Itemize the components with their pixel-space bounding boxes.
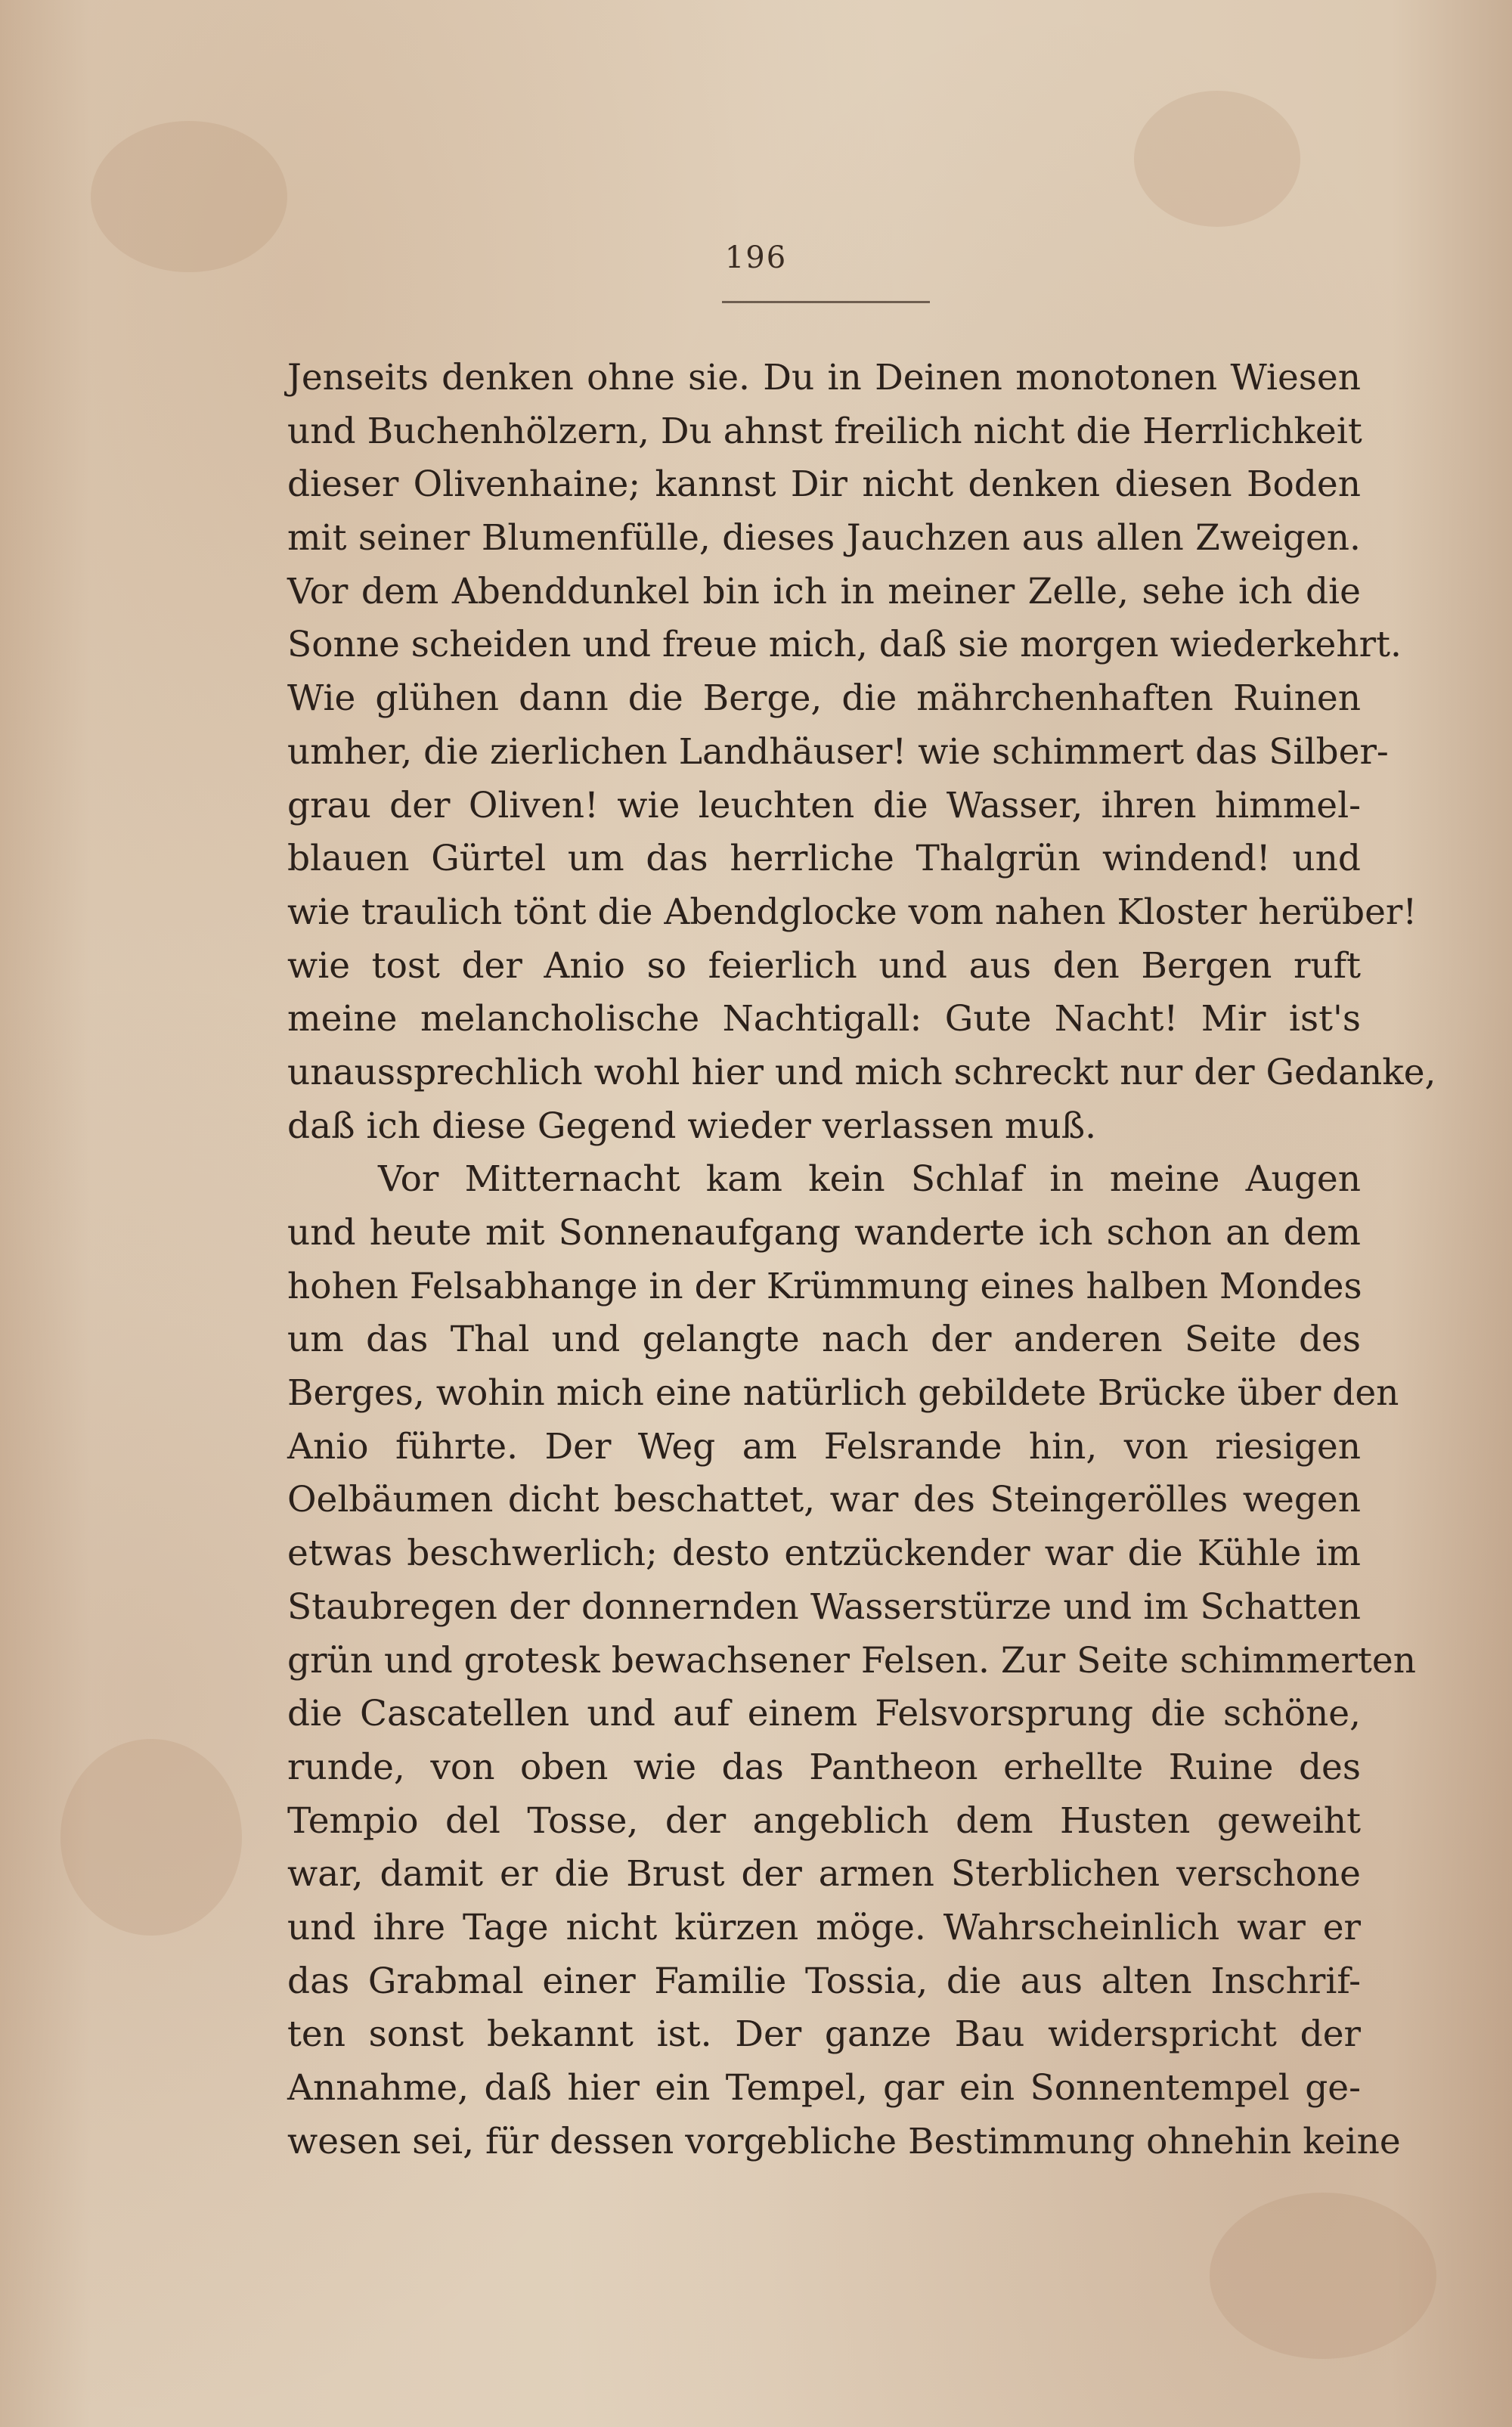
- text-line: blauen Gürtel um das herrliche Thalgrün windend! und: [287, 838, 1361, 880]
- page-number: 196: [724, 240, 788, 275]
- paper-stain: [60, 1739, 242, 1936]
- text-line: Vor Mitternacht kam kein Schlaf in meine Augen: [378, 1158, 1361, 1201]
- text-line: und Buchenhölzern, Du ahnst freilich nicht die Herrlichkeit: [287, 410, 1362, 452]
- text-line: Berges, wohin mich eine natürlich gebildete Brücke über den: [287, 1372, 1399, 1415]
- text-line: wesen sei, für dessen vorgebliche Bestimmung ohnehin keine: [287, 2120, 1401, 2162]
- text-line: war, damit er die Brust der armen Sterblichen verschone: [287, 1853, 1361, 1895]
- text-line: Annahme, daß hier ein Tempel, gar ein Sonnentempel ge-: [287, 2067, 1361, 2109]
- text-line: grün und grotesk bewachsener Felsen. Zur Seite schimmerten: [287, 1639, 1416, 1682]
- text-line: um das Thal und gelangte nach der anderen Seite des: [287, 1319, 1361, 1361]
- header-rule: [722, 301, 930, 303]
- text-line: und ihre Tage nicht kürzen möge. Wahrscheinlich war er: [287, 1906, 1361, 1948]
- text-line: meine melancholische Nachtigall: Gute Nacht! Mir ist's: [287, 998, 1361, 1040]
- paper-stain: [1134, 91, 1300, 227]
- paper-stain: [1210, 2193, 1436, 2359]
- text-line: Staubregen der donnernden Wasserstürze und im Schatten: [287, 1585, 1361, 1628]
- text-line: das Grabmal einer Familie Tossia, die aus alten Inschrif-: [287, 1960, 1361, 2002]
- text-line: Anio führte. Der Weg am Felsrande hin, von riesigen: [287, 1425, 1361, 1468]
- text-line: Tempio del Tosse, der angeblich dem Husten geweiht: [287, 1799, 1361, 1842]
- text-line: Sonne scheiden und freue mich, daß sie morgen wiederkehrt.: [287, 624, 1402, 666]
- text-line: ten sonst bekannt ist. Der ganze Bau widerspricht der: [287, 2013, 1361, 2056]
- text-line: wie traulich tönt die Abendglocke vom nahen Kloster herüber!: [287, 891, 1418, 933]
- text-line: Jenseits denken ohne sie. Du in Deinen monotonen Wiesen: [287, 357, 1361, 398]
- text-line: mit seiner Blumenfülle, dieses Jauchzen aus allen Zweigen.: [287, 517, 1361, 559]
- text-line: umher, die zierlichen Landhäuser! wie schimmert das Silber-: [287, 730, 1389, 773]
- text-line: die Cascatellen und auf einem Felsvorsprung die schöne,: [287, 1693, 1361, 1735]
- text-line: Vor dem Abenddunkel bin ich in meiner Zelle, sehe ich die: [287, 570, 1361, 612]
- text-line: hohen Felsabhange in der Krümmung eines halben Mondes: [287, 1265, 1362, 1307]
- text-line: grau der Oliven! wie leuchten die Wasser, ihren himmel-: [287, 784, 1361, 826]
- text-line: unaussprechlich wohl hier und mich schreckt nur der Gedanke,: [287, 1051, 1436, 1093]
- text-line: wie tost der Anio so feierlich und aus den Bergen ruft: [287, 944, 1361, 987]
- text-line: dieser Olivenhaine; kannst Dir nicht denken diesen Boden: [287, 463, 1361, 506]
- text-line: und heute mit Sonnenaufgang wanderte ich schon an dem: [287, 1212, 1361, 1254]
- text-line: Oelbäumen dicht beschattet, war des Steingerölles wegen: [287, 1479, 1361, 1521]
- text-line: runde, von oben wie das Pantheon erhellte Ruine des: [287, 1746, 1361, 1788]
- text-line: etwas beschwerlich; desto entzückender war die Kühle im: [287, 1533, 1361, 1575]
- text-line: Wie glühen dann die Berge, die mährchenhaften Ruinen: [287, 677, 1361, 720]
- text-line: daß ich diese Gegend wieder verlassen muß.: [287, 1105, 1097, 1147]
- body-text: [287, 352, 1436, 2168]
